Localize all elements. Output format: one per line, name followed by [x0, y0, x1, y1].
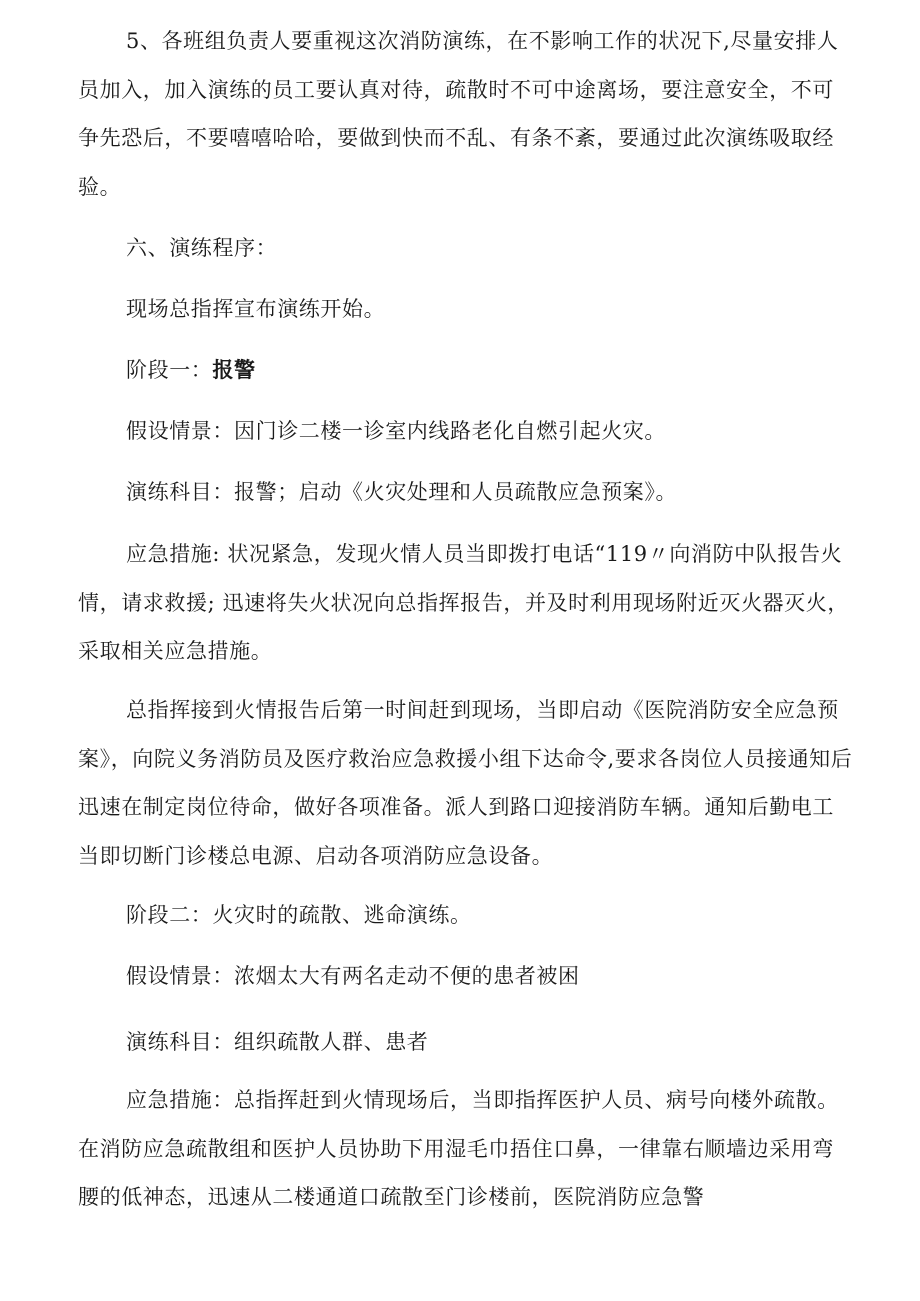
- heading-stage-one: [78, 355, 853, 385]
- paragraph-measures-two: 应急措施：总指挥赶到火情现场后，当即指挥医护人员、病号向楼外疏散。在消防应急疏散组和医护人员协助下用湿毛巾捂住口鼻，一律靠右顺墙边采用弯腰的低神态，迅速从二楼通道口疏散至门诊楼前，医院消防应急警: [78, 1088, 839, 1209]
- paragraph-subject-one: 演练科目：报警；启动《火灾处理和人员疏散应急预案》。: [126, 480, 678, 504]
- paragraph-scenario-one: 假设情景：因门诊二楼一诊室内线路老化自燃引起火灾。: [126, 419, 666, 443]
- heading-stage-two: 阶段二：火灾时的疏散、逃命演练。: [126, 903, 472, 927]
- paragraph-subject-two: 演练科目：组织疏散人群、患者: [126, 1030, 429, 1054]
- paragraph-drill-start: 现场总指挥宣布演练开始。: [126, 297, 386, 321]
- paragraph-scenario-two: 假设情景：浓烟太大有两名走动不便的患者被困: [126, 964, 580, 988]
- paragraph-staff-requirements: 5、各班组负责人要重视这次消防演练，在不影响工作的状况下,尽量安排人员加入，加入演练的员工要认真对待，疏散时不可中途离场，要注意安全，不可争先恐后，不要嘻嘻哈哈，要做到快而不乱、有条不紊，要通过此次演练吸取经验。: [78, 29, 839, 199]
- stage-one-title: 报警: [212, 358, 256, 382]
- stage-one-label: 阶段一：: [126, 358, 213, 382]
- paragraph-commander-actions: 总指挥接到火情报告后第一时间赶到现场，当即启动《医院消防安全应急预案》，向院义务消防员及医疗救治应急救援小组下达命令,要求各岗位人员接通知后迅速在制定岗位待命，做好各项准备。派人到路口迎接消防车辆。通知后勤电工当即切断门诊楼总电源、启动各项消防应急设备。: [78, 698, 853, 868]
- paragraph-measures-one: 应急措施: 状况紧急，发现火情人员当即拨打电话“119〃向消防中队报告火情，请求救援; 迅速将失火状况向总指挥报告，并及时利用现场附近灭火器灭火，采取相关应急措施。: [78, 542, 849, 663]
- heading-drill-procedure: 六、演练程序：: [126, 236, 278, 260]
